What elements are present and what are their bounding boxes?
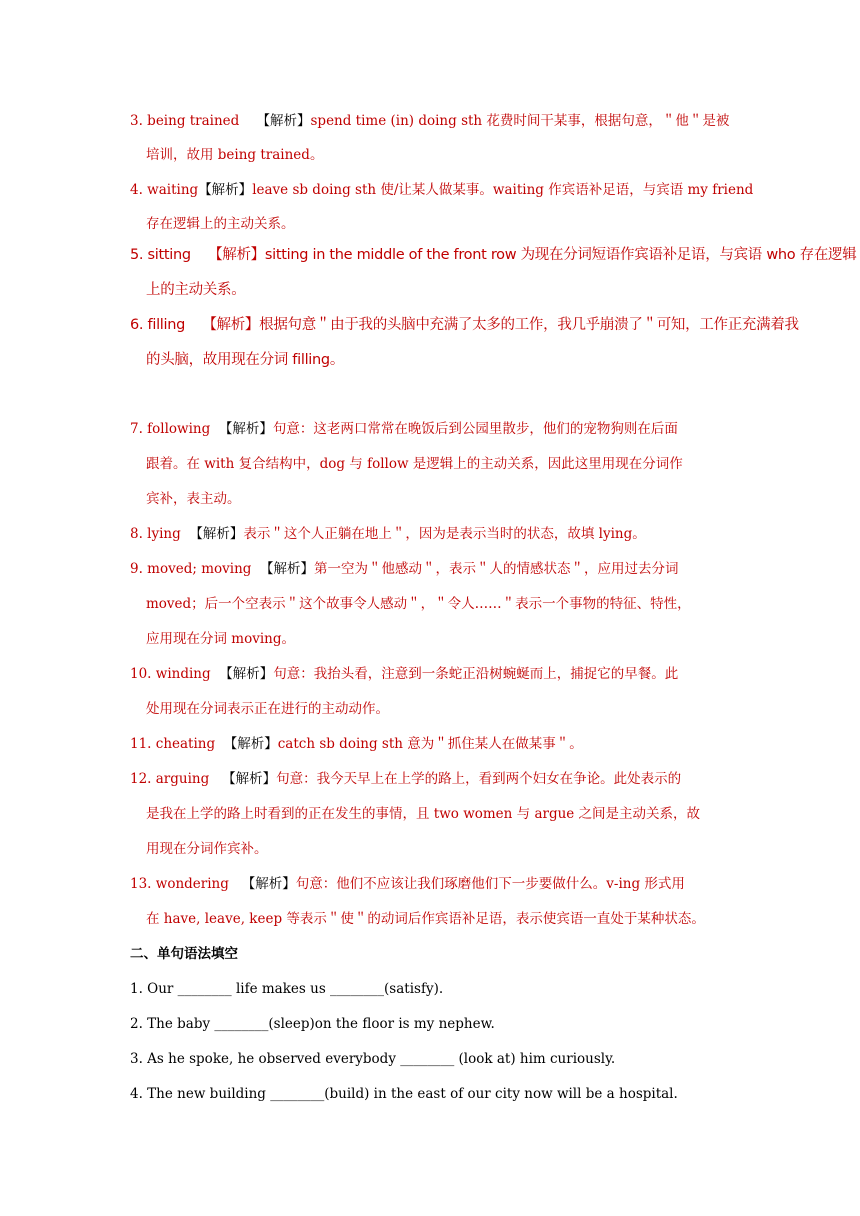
answer-item-3-cont: 培训，故用 being trained。	[146, 147, 324, 163]
analysis-text: 根据句意＂由于我的头脑中充满了太多的工作，我几乎崩溃了＂可知，工作正充满着我	[259, 317, 799, 333]
answer-item-5-cont: 上的主动关系。	[146, 282, 246, 298]
answer-word: 11. cheating	[130, 736, 216, 752]
answer-item-7-cont: 宾补，表主动。	[146, 491, 241, 507]
answer-item-9	[130, 561, 740, 578]
answer-item-12-cont: 用现在分词作宾补。	[146, 841, 268, 857]
answer-item-6-cont: 的头脑，故用现在分词 filling。	[146, 352, 345, 368]
exercise-3: 3. As he spoke, he observed everybody ________ (look at) him curiously.	[130, 1051, 616, 1067]
analysis-text: 句意：我抬头看，注意到一条蛇正沿树蜿蜒而上，捕捉它的早餐。此	[273, 666, 679, 682]
answer-word: 10. winding	[130, 666, 211, 682]
analysis-tag: 【解析】	[202, 317, 260, 333]
answer-word: 13. wondering	[130, 876, 229, 892]
section-heading: 二、单句语法填空	[130, 946, 238, 962]
analysis-text: spend time (in) doing sth 花费时间干某事，根据句意，＂他＂是被	[310, 113, 730, 129]
analysis-tag: 【解析】	[189, 526, 244, 542]
answer-item-10-cont: 处用现在分词表示正在进行的主动动作。	[146, 701, 389, 717]
answer-item-12	[130, 771, 740, 788]
answer-word: 12. arguing	[130, 771, 210, 787]
analysis-tag: 【解析】	[223, 736, 278, 752]
analysis-tag: 【解析】	[218, 421, 273, 437]
analysis-tag: 【解析】	[256, 113, 311, 129]
answer-item-12-cont: 是我在上学的路上时看到的正在发生的事情，且 two women 与 argue 之间是主动关系，故	[146, 806, 701, 822]
answer-item-8	[130, 526, 740, 543]
answer-item-7	[130, 421, 740, 438]
answer-word: 6. filling	[130, 317, 186, 333]
answer-item-9-cont: moved；后一个空表示＂这个故事令人感动＂，＂令人……＂表示一个事物的特征、特性，	[146, 596, 691, 612]
answer-item-13-cont: 在 have, leave, keep 等表示＂使＂的动词后作宾语补足语，表示使宾语一直处于某种状态。	[146, 911, 705, 927]
answer-item-4	[130, 182, 754, 199]
analysis-tag: 【解析】	[222, 771, 277, 787]
analysis-tag: 【解析】	[198, 182, 253, 198]
analysis-text: 第一空为＂他感动＂，表示＂人的情感状态＂，应用过去分词	[314, 561, 679, 577]
exercise-2: 2. The baby ________(sleep)on the floor is my nephew.	[130, 1016, 495, 1032]
exercise-4: 4. The new building ________(build) in the east of our city now will be a hospital.	[130, 1086, 678, 1102]
answer-item-9-cont: 应用现在分词 moving。	[146, 631, 296, 647]
analysis-text: catch sb doing sth 意为＂抓住某人在做某事＂。	[277, 736, 583, 752]
analysis-text: 表示＂这个人正躺在地上＂，因为是表示当时的状态，故填 lying。	[243, 526, 646, 542]
answer-item-13	[130, 876, 740, 893]
answer-word: 8. lying	[130, 526, 181, 542]
analysis-text: 句意：他们不应该让我们琢磨他们下一步要做什么。v-ing 形式用	[295, 876, 685, 892]
answer-item-11	[130, 736, 740, 753]
analysis-text: 句意：我今天早上在上学的路上，看到两个妇女在争论。此处表示的	[276, 771, 682, 787]
analysis-text: leave sb doing sth 使/让某人做某事。waiting 作宾语补足语，与宾语 my friend	[252, 182, 754, 198]
answer-item-7-cont: 跟着。在 with 复合结构中，dog 与 follow 是逻辑上的主动关系，因此这里用现在分词作	[146, 456, 683, 472]
analysis-tag: 【解析】	[219, 666, 274, 682]
analysis-text: 句意：这老两口常常在晚饭后到公园里散步，他们的宠物狗则在后面	[272, 421, 678, 437]
answer-item-6	[130, 315, 845, 335]
answer-word: 4. waiting	[130, 182, 199, 198]
answer-word: 9. moved; moving	[130, 561, 252, 577]
answer-word: 3. being trained	[130, 113, 240, 129]
analysis-text: sitting in the middle of the front row 为现在分词短语作宾语补足语，与宾语 who 存在逻辑	[264, 247, 857, 263]
answer-item-5	[130, 245, 857, 265]
analysis-tag: 【解析】	[208, 247, 265, 263]
analysis-tag: 【解析】	[241, 876, 296, 892]
answer-item-3	[130, 113, 740, 130]
analysis-tag: 【解析】	[260, 561, 315, 577]
answer-item-4-cont: 存在逻辑上的主动关系。	[146, 216, 295, 232]
answer-item-10	[130, 666, 740, 683]
exercise-1: 1. Our ________ life makes us ________(satisfy).	[130, 981, 444, 997]
answer-word: 7. following	[130, 421, 211, 437]
answer-word: 5. sitting	[130, 247, 191, 263]
